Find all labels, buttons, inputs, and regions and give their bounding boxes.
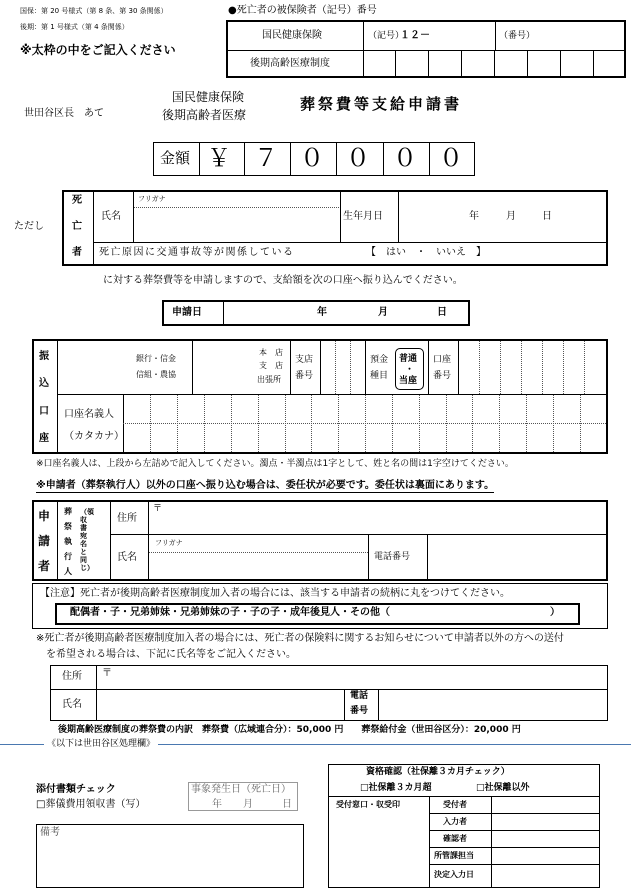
mailing-address-field[interactable] [97, 666, 607, 689]
account-number-label-2: 番号 [433, 371, 452, 381]
deceased-side-label: 死 亡 者 [72, 195, 82, 258]
event-date-label: 事象発生日（死亡日） [191, 784, 291, 795]
attachment-receipt-check[interactable]: □葬儀費用領収書（写） [36, 799, 146, 810]
office-row-label: 確認者 [443, 834, 467, 843]
applicant-phone-field[interactable] [428, 535, 606, 579]
mailing-name-label: 氏名 [62, 699, 82, 710]
branch-number-label-1: 支店 [295, 355, 314, 365]
deposit-futsu: 普通 [399, 354, 418, 364]
event-date-day: 日 [282, 799, 292, 810]
kouki-form-number: 後期：第 1 号様式（第 4 条関係） [20, 23, 129, 31]
office-row-label: 受付者 [443, 800, 467, 809]
receipt-name-note: （領収書宛名と同じ） [80, 508, 94, 573]
event-date-month: 月 [243, 799, 253, 810]
applicant-furigana-label: フリガナ [155, 539, 183, 547]
amount-digit[interactable]: ０ [300, 144, 324, 172]
bank-side-label: 振 込 口 座 [39, 351, 49, 444]
request-text: に対する葬祭費等を申請しますので、支給額を次の口座へ振り込んでください。 [103, 275, 463, 286]
kigou-label: （記号） [368, 31, 405, 41]
event-date-year: 年 [212, 799, 222, 810]
amount-digit[interactable]: ０ [346, 144, 370, 172]
applicant-phone-label: 電話番号 [374, 552, 411, 562]
mailing-note-2: を希望される場合は、下記に氏名等をご記入ください。 [46, 649, 296, 660]
account-holder-label: 口座名義人 [64, 409, 114, 420]
kokuho-label: 国民健康保険 [262, 30, 322, 41]
office-row-fields[interactable] [492, 797, 599, 887]
branch-type-2: 支 店 [259, 361, 283, 370]
cause-question: 死亡原因に交通事故等が関係している [99, 247, 295, 258]
applicant-address-field[interactable] [149, 502, 606, 534]
deposit-dot: ・ [405, 365, 415, 375]
mailing-postal-mark: 〒 [102, 668, 112, 679]
insured-number-label: ●死亡者の被保険者（記号）番号 [228, 5, 377, 16]
mailing-phone-label-2: 番号 [350, 706, 369, 716]
office-row-label: 所管課担当 [434, 851, 474, 860]
birth-date-label: 生年月日 [343, 211, 383, 222]
application-year: 年 [317, 307, 327, 318]
remarks-label: 備考 [40, 827, 60, 838]
application-date-label: 申請日 [172, 307, 202, 318]
bangou-label: （番号） [499, 31, 536, 41]
relation-caution: 【注意】死亡者が後期高齢者医療制度加入者の場合には、該当する申請者の続柄に丸をつけてください。 [40, 588, 510, 599]
qualification-option-2[interactable]: □社保離以外 [476, 783, 530, 793]
deceased-name-field[interactable] [134, 208, 339, 241]
bank-name-field[interactable] [58, 341, 192, 394]
branch-type-3: 出張所 [257, 375, 281, 384]
fee-breakdown: 後期高齢医療制度の葬祭費の内訳 葬祭費（広域連合分）：50,000 円 葬祭給付金（世田谷区分）：20,000 円 [58, 725, 521, 735]
amount-digit[interactable]: ０ [439, 144, 463, 172]
yen-sign: ￥ [207, 144, 231, 172]
account-holder-note: ※口座名義人は、上段から左詰めで記入してください。濁点・半濁点は1字として、姓と名の間は1字空けてください。 [36, 459, 514, 469]
applicant-address-label: 住所 [117, 513, 137, 524]
bank-type-1: 銀行・信金 [136, 354, 176, 363]
deposit-type-label-1: 預金 [370, 355, 389, 365]
birth-month-label: 月 [506, 211, 516, 222]
insurance-name-kokuho: 国民健康保険 [172, 90, 245, 104]
amount-digit[interactable]: ７ [254, 144, 278, 172]
kouki-label: 後期高齢医療制度 [250, 58, 330, 69]
branch-type-1: 本 店 [259, 348, 283, 357]
applicant-name-label: 氏名 [117, 552, 137, 563]
birth-date-field[interactable] [399, 192, 606, 241]
applicant-postal-mark: 〒 [153, 504, 163, 514]
birth-day-label: 日 [542, 211, 552, 222]
deposit-type-label-2: 種目 [370, 371, 389, 381]
applicant-name-field[interactable] [149, 553, 368, 579]
branch-number-cells[interactable] [321, 341, 365, 394]
applicant-side-label: 申 請 者 [38, 509, 51, 573]
application-day: 日 [437, 307, 447, 318]
attachment-title: 添付書類チェック [36, 784, 116, 795]
funeral-executor-label: 葬 祭 執 行 人 [64, 507, 72, 576]
proxy-warning: ※申請者（葬祭執行人）以外の口座へ振り込む場合は、委任状が必要です。委任状は裏面にあります。 [36, 480, 495, 491]
kokuho-form-number: 国保：第 20 号様式（第 8 条、第 30 条関係） [20, 7, 168, 15]
application-month: 月 [378, 307, 388, 318]
reception-stamp-area[interactable] [330, 812, 428, 887]
deceased-furigana-label: フリガナ [138, 195, 166, 203]
amount-digit[interactable]: ０ [393, 144, 417, 172]
amount-label: 金額 [160, 149, 191, 167]
qualification-title: 資格確認（社保離３カ月チェック） [366, 767, 510, 777]
mailing-name-field[interactable] [97, 690, 344, 720]
mailing-phone-label-1: 電話 [350, 691, 369, 701]
mailing-note-1: ※死亡者が後期高齢者医療制度加入者の場合には、死亡者の保険料に関するお知らせについて申請者以外の方への送付 [36, 633, 564, 644]
relation-close-paren: ） [550, 607, 560, 618]
tadashi-label: ただし [14, 221, 44, 232]
addressee: 世田谷区長 あて [24, 108, 104, 119]
qualification-option-1[interactable]: □社保離３カ月超 [360, 783, 432, 793]
branch-number-label-2: 番号 [295, 371, 314, 381]
insurance-name-kouki: 後期高齢者医療 [162, 108, 247, 122]
mailing-address-label: 住所 [62, 671, 82, 682]
birth-year-label: 年 [469, 211, 479, 222]
office-row-label: 入力者 [443, 817, 467, 826]
deposit-touza: 当座 [399, 376, 418, 386]
fill-instruction: ※太枠の中をご記入ください [20, 43, 176, 57]
deceased-name-label: 氏名 [101, 211, 121, 222]
bank-type-2: 信組・農協 [136, 370, 176, 379]
account-holder-kana: （カタカナ） [64, 431, 124, 442]
remarks-box[interactable] [36, 824, 304, 888]
relation-options[interactable]: 配偶者・子・兄弟姉妹・兄弟姉妹の子・子の子・成年後見人・その他（ [70, 607, 390, 618]
account-number-label-1: 口座 [433, 355, 452, 365]
mailing-phone-field[interactable] [379, 690, 607, 720]
cause-options[interactable]: 【 はい ・ いいえ 】 [366, 247, 486, 258]
office-row-label: 決定入力日 [434, 870, 474, 879]
kouki-number-cells[interactable] [363, 50, 626, 77]
reception-stamp-label: 受付窓口・収受印 [336, 800, 400, 809]
office-section-label: 《以下は世田谷区処理欄》 [44, 740, 158, 749]
kigou-value[interactable]: １２－ [400, 30, 430, 41]
form-title: 葬祭費等支給申請書 [300, 95, 463, 113]
application-date-field[interactable] [224, 302, 468, 324]
